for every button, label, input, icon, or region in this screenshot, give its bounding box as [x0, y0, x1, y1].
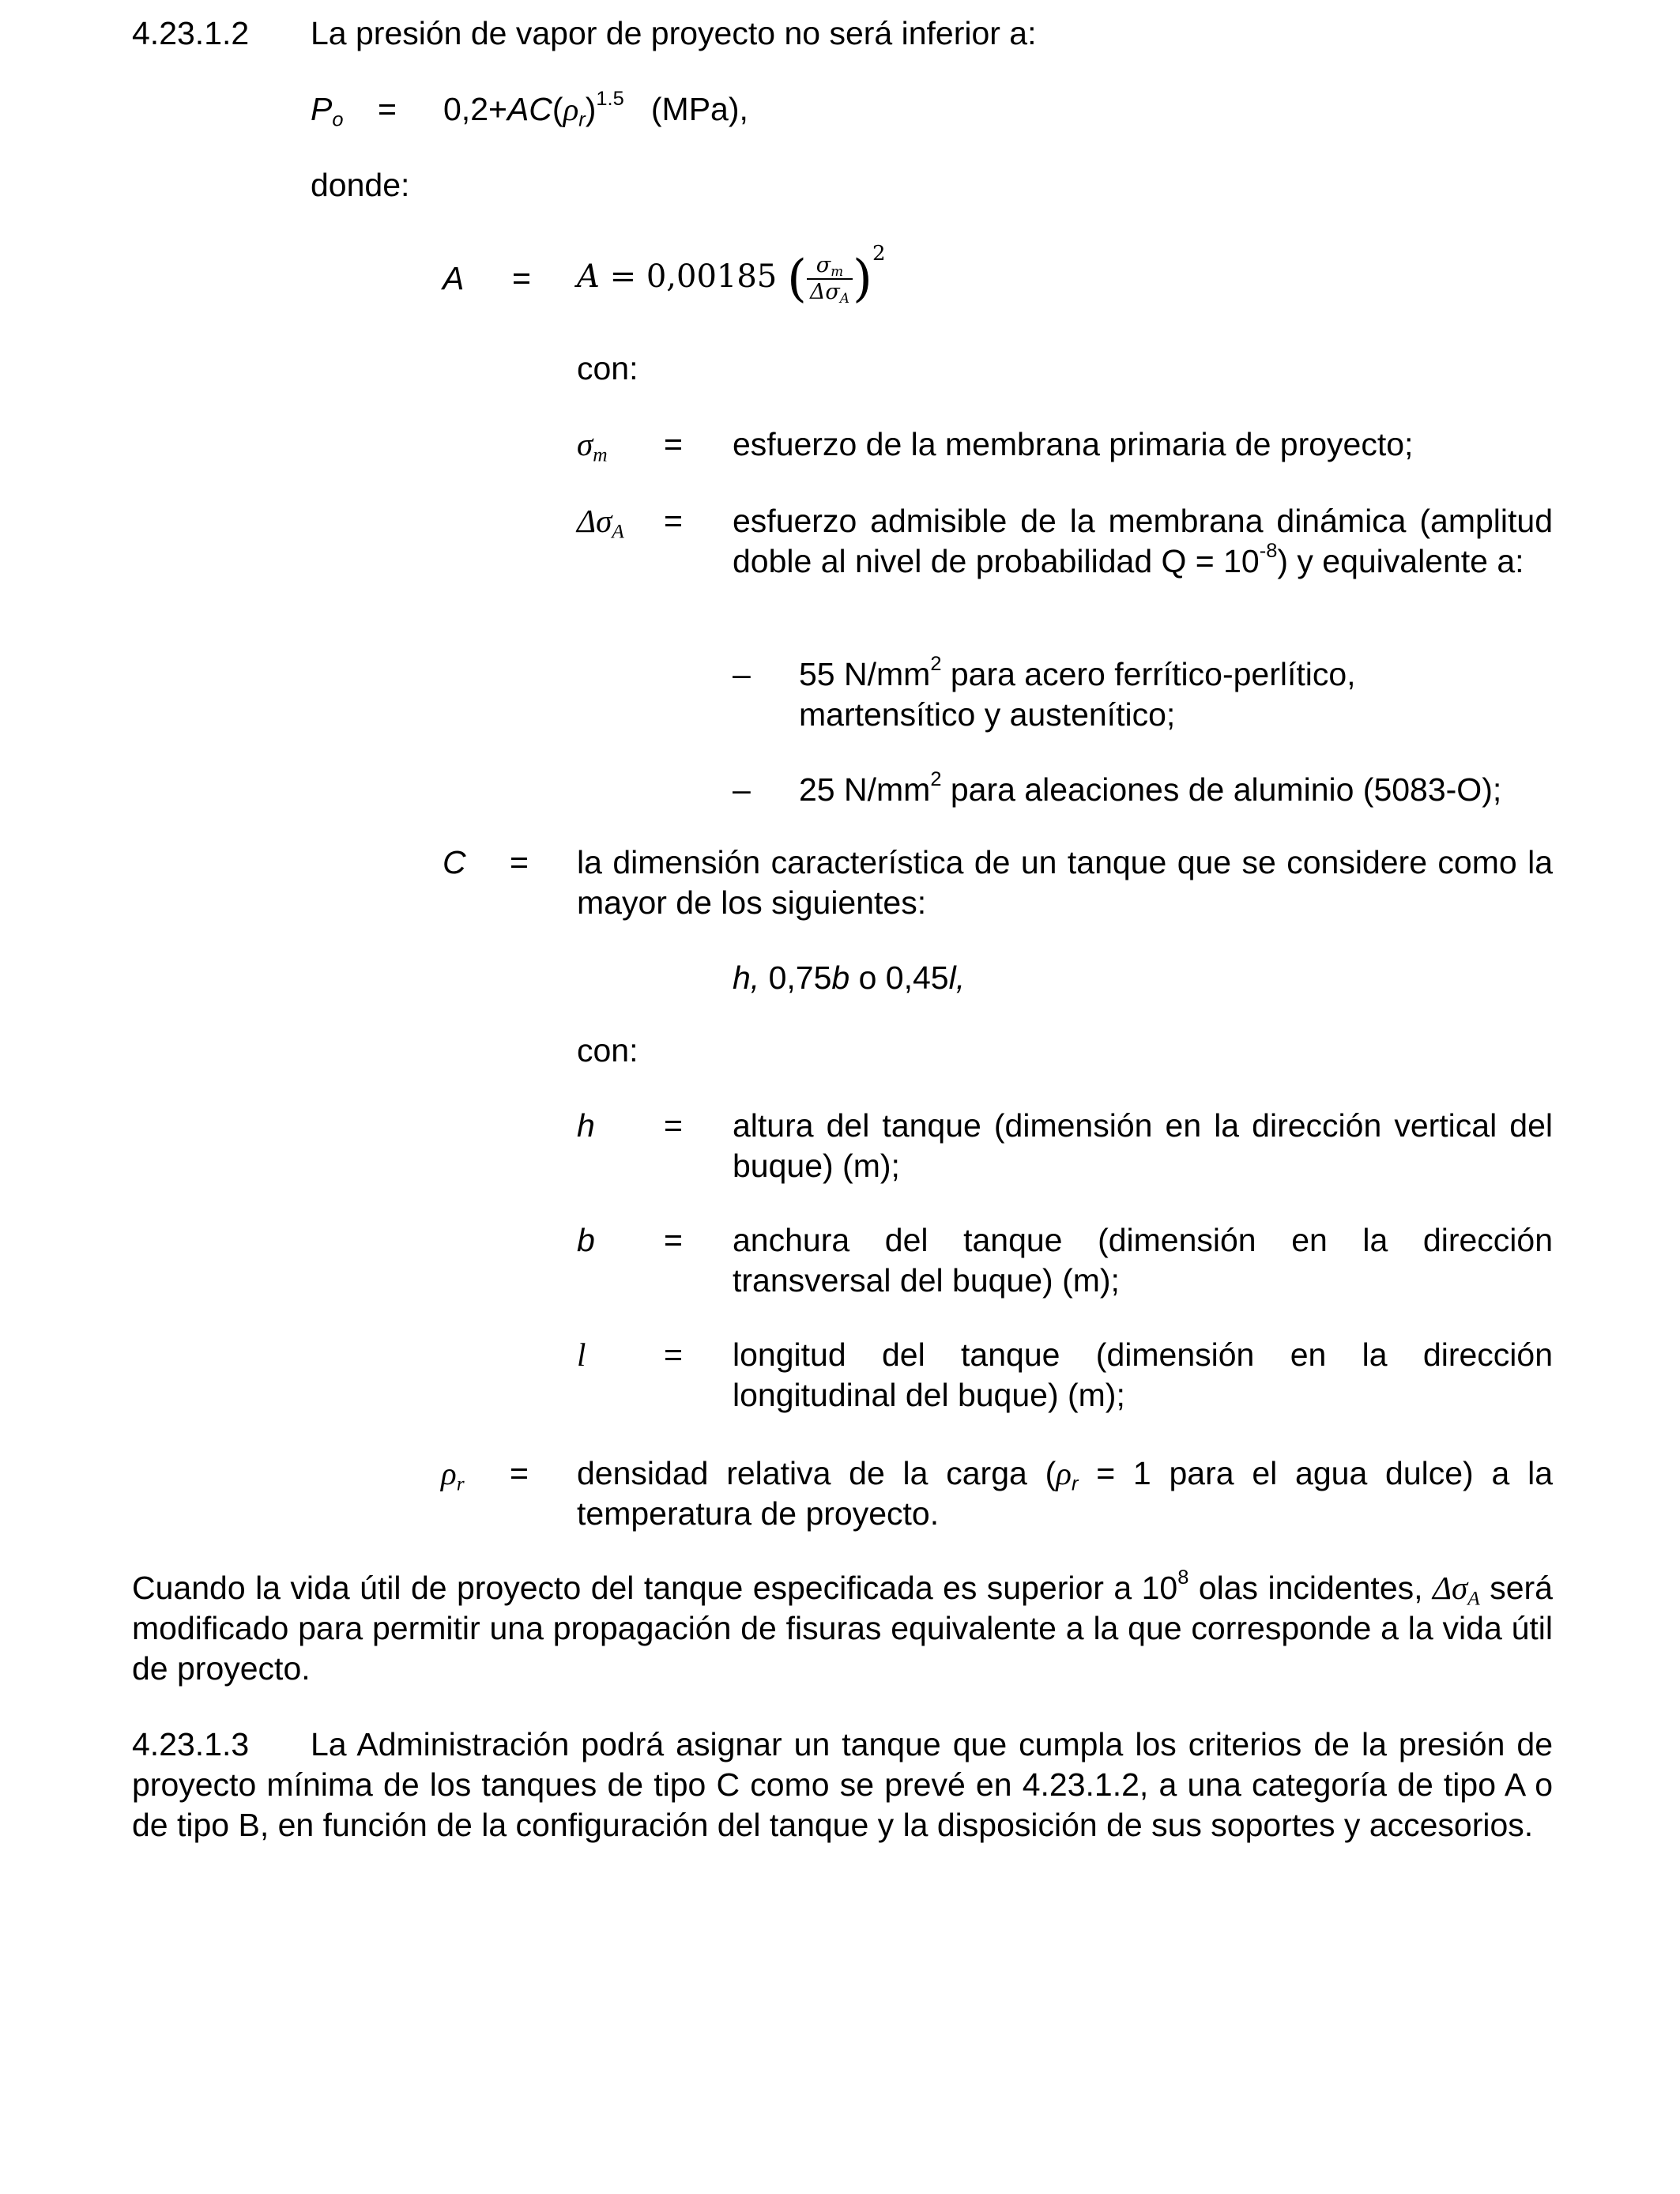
note-paragraph: Cuando la vida útil de proyecto del tanque especificada es superior a $10^8$ olas incidentes, $\Delta\sigma_A$ será modificado para permitir una propagación de fisuras equivalente a la que corresponde a la vida útil de proyecto.	[132, 1566, 1553, 1687]
l-symbol: l	[577, 1336, 586, 1373]
formula-rhs: $0,2+AC(\rho_r)^{1.5}$ (MPa),	[443, 87, 748, 131]
section-text-4-23-1-3: La Administración podrá asignar un tanque que cumpla los criterios de la presión de proyecto mínima de los tanques de tipo C como se prevé en 4.23.1.2, a una categoría de tipo A o de tipo B, en función de la configuración del tanque y la disposición de sus soportes y accesorios.	[132, 1726, 1553, 1843]
rho-r-symbol: $\rho_r$	[441, 1455, 465, 1495]
h-text: altura del tanque (dimensión en la dirección vertical del buque) (m);	[733, 1107, 1553, 1184]
A-con-label: con:	[577, 350, 638, 386]
section-heading-4-23-1-2: La presión de vapor de proyecto no será inferior a:	[311, 15, 1037, 51]
sigma-m-eq: =	[664, 426, 683, 462]
sigma-m-symbol: $\sigma_m$	[577, 426, 608, 466]
sigma-m-text: esfuerzo de la membrana primaria de proyecto;	[733, 426, 1414, 462]
A-symbol: A	[443, 260, 465, 296]
l-eq: =	[664, 1336, 683, 1373]
C-con-label: con:	[577, 1032, 638, 1069]
A-formula: A = 0,00185 ( $\frac{\sigma_m}{\Delta\sigma_A}$ )$^2$	[577, 242, 886, 308]
section-number-4-23-1-2: 4.23.1.2	[132, 15, 250, 51]
delta-sigma-symbol: $\Delta\sigma_A$	[577, 503, 624, 543]
h-symbol: h	[577, 1107, 595, 1144]
C-eq: =	[510, 844, 529, 880]
section-4-23-1-3-paragraph	[132, 1725, 1553, 1845]
b-text: anchura del tanque (dimensión en la dirección transversal del buque) (m);	[733, 1222, 1553, 1299]
A-fraction: $\frac{\sigma_m}{\Delta\sigma_A}$	[807, 253, 853, 305]
bullet-dash-2: –	[733, 771, 751, 808]
C-options: h, 0,75b o 0,45l,	[733, 959, 966, 996]
rho-r-eq: =	[510, 1455, 529, 1491]
main-formula	[311, 89, 344, 130]
bullet-dash-1: –	[733, 656, 751, 692]
C-symbol: C	[443, 844, 466, 880]
bullet-text-1: 55 $N/mm^2$ para acero ferrítico-perlítico, martensítico y austenítico;	[799, 652, 1356, 733]
A-eq: =	[512, 260, 531, 296]
formula-lhs: $P_o$	[311, 91, 344, 131]
delta-sigma-eq: =	[664, 503, 683, 539]
bullet-text-2: 25 $N/mm^2$ para aleaciones de aluminio (5083-O);	[799, 767, 1502, 808]
rho-r-text: densidad relativa de la carga ($\rho_r = 1$ para el agua dulce) a la temperatura de proyecto.	[577, 1455, 1553, 1532]
b-eq: =	[664, 1222, 683, 1258]
h-eq: =	[664, 1107, 683, 1144]
donde-label: donde:	[311, 167, 410, 203]
l-text: longitud del tanque (dimensión en la dirección longitudinal del buque) (m);	[733, 1336, 1553, 1413]
formula-eq: =	[378, 91, 397, 127]
section-number-4-23-1-3: 4.23.1.3	[132, 1726, 250, 1762]
C-text: la dimensión característica de un tanque que se considere como la mayor de los siguientes:	[577, 844, 1553, 921]
delta-sigma-text: esfuerzo admisible de la membrana dinámica (amplitud doble al nivel de probabilidad $Q = 10^{-8}$) y equivalente a:	[733, 503, 1553, 579]
b-symbol: b	[577, 1222, 595, 1258]
